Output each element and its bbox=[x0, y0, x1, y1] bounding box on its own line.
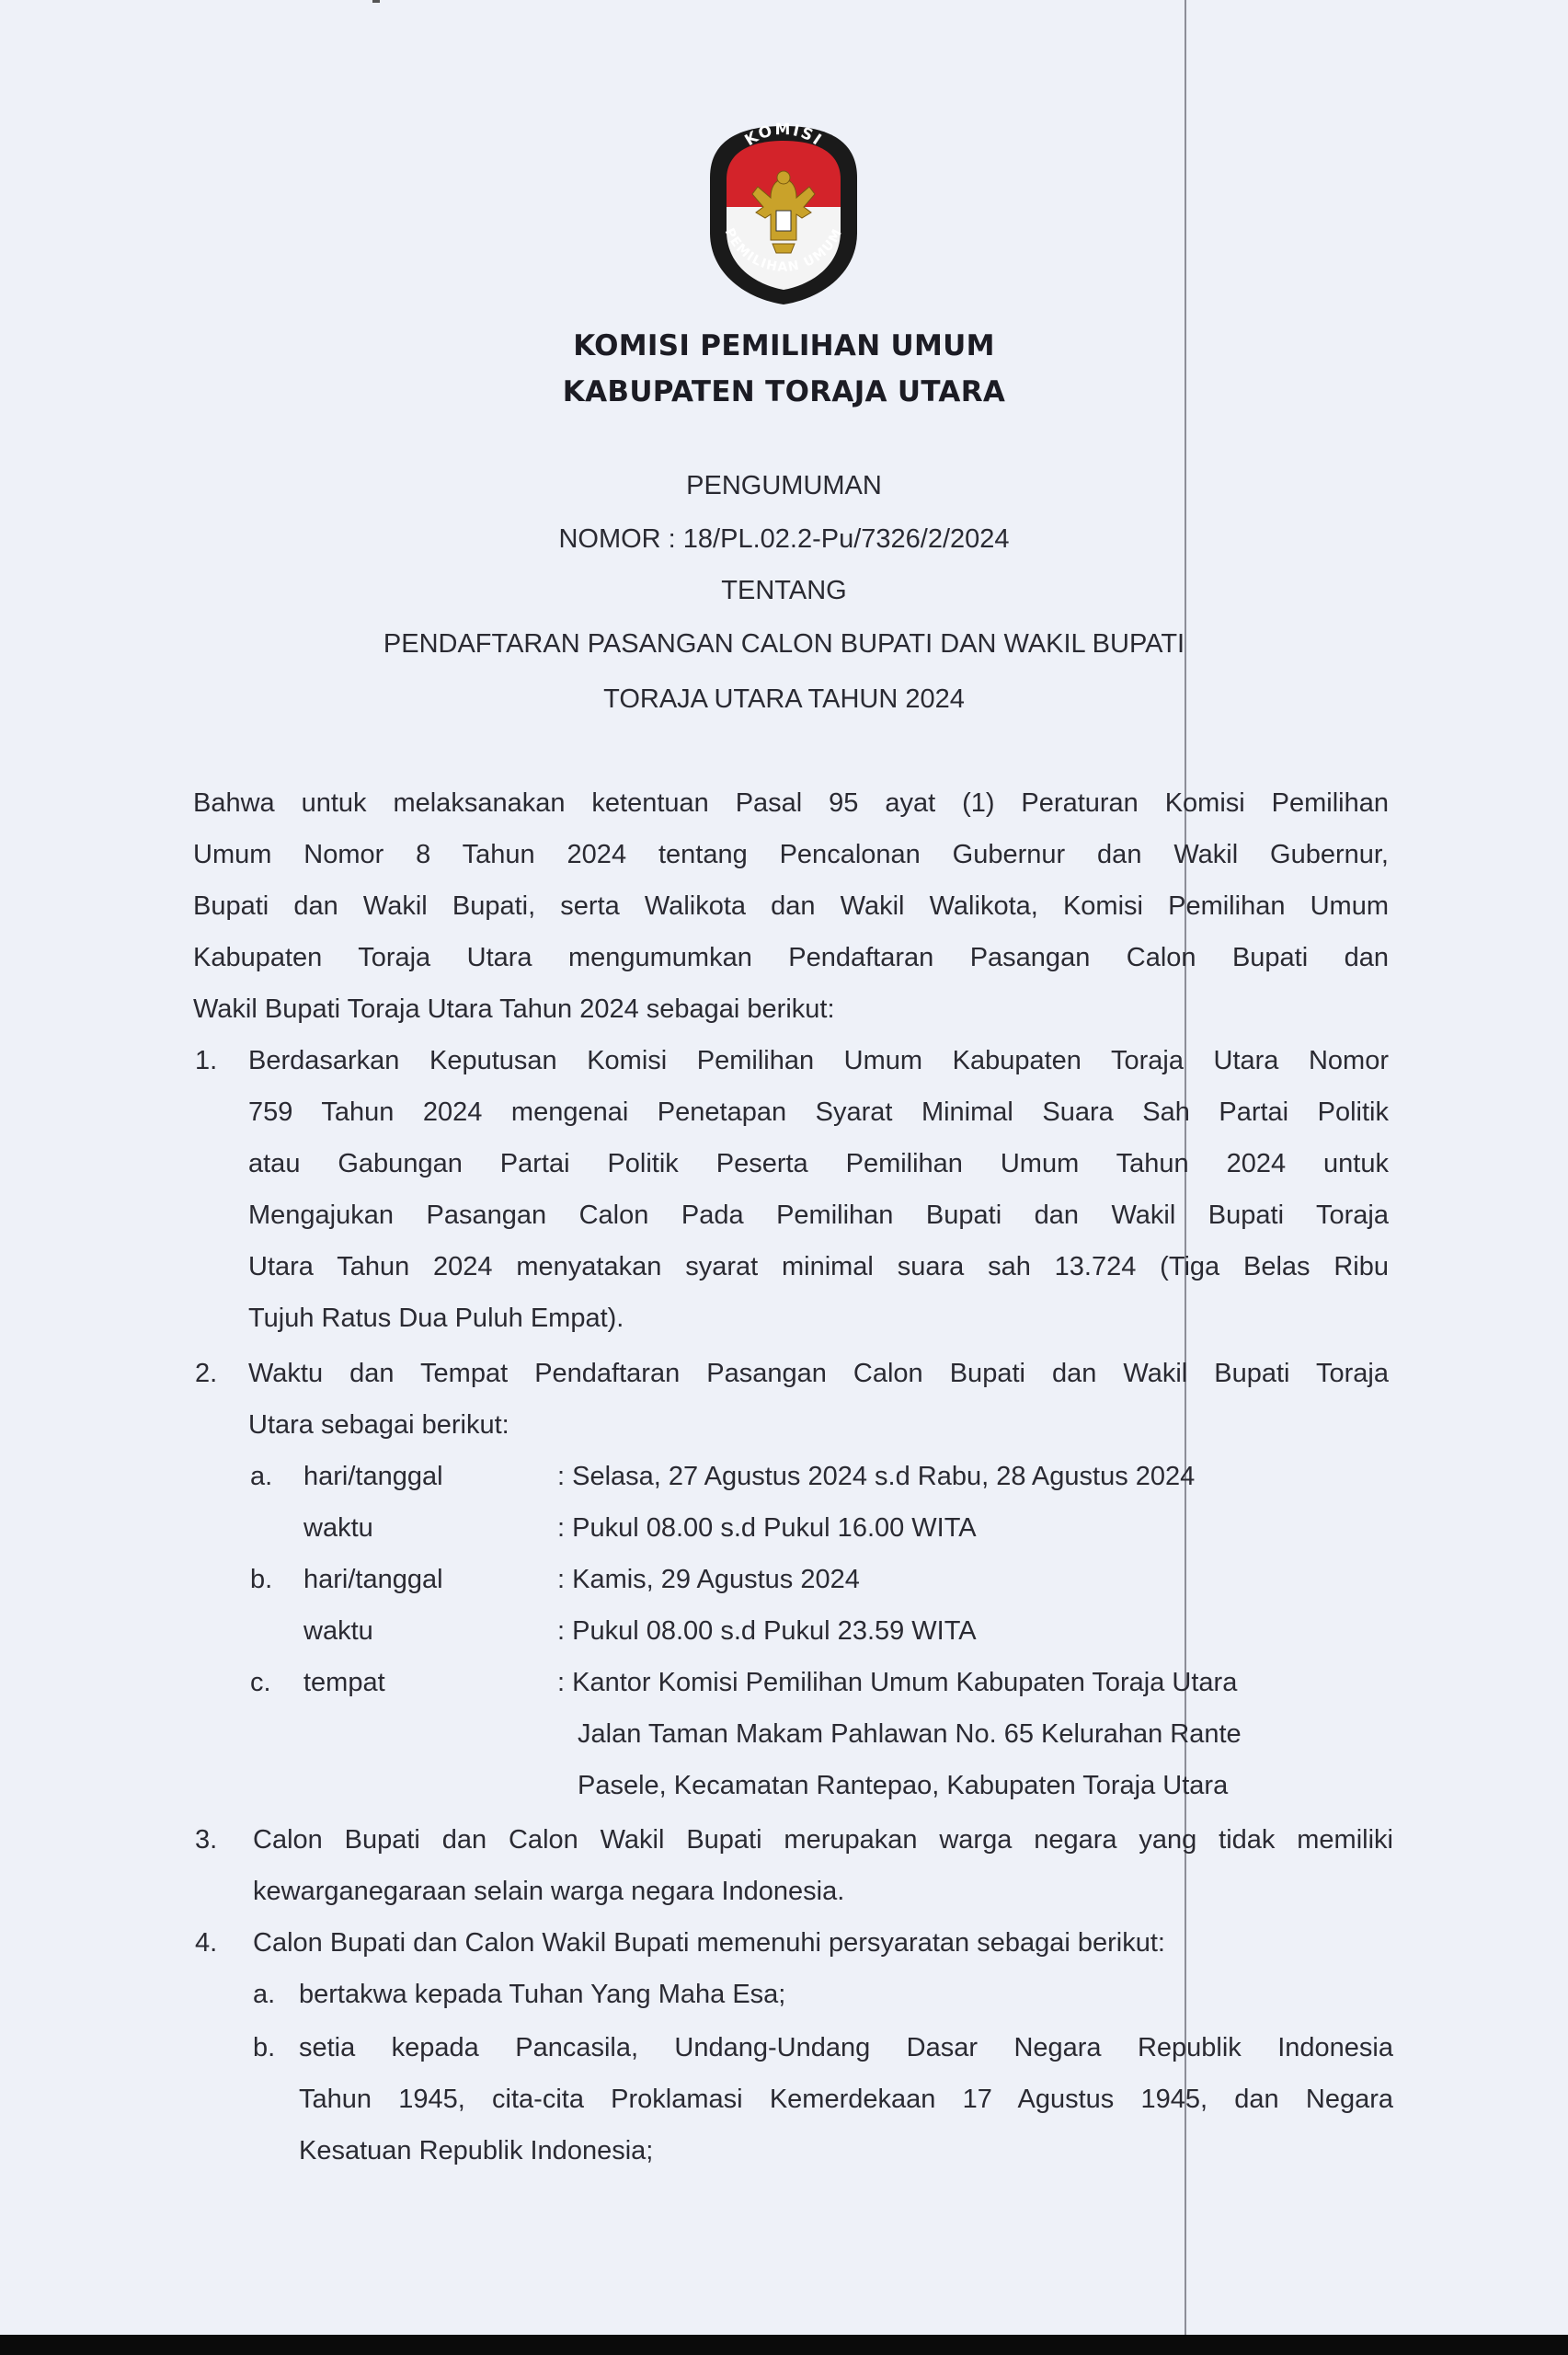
item2-line: Waktu dan Tempat Pendaftaran Pasangan Calon Bupati dan Wakil Bupati Toraja bbox=[248, 1359, 1389, 1388]
intro-line: Kabupaten Toraja Utara mengumumkan Pendaftaran Pasangan Calon Bupati dan bbox=[193, 943, 1389, 972]
doc-subject-line1: PENDAFTARAN PASANGAN CALON BUPATI DAN WAKIL BUPATI bbox=[383, 629, 1185, 659]
item-number: 4. bbox=[195, 1928, 218, 1958]
sub-letter: b. bbox=[250, 1565, 273, 1594]
schedule-value: : Kantor Komisi Pemilihan Umum Kabupaten Toraja Utara bbox=[557, 1668, 1238, 1697]
requirement-b: Kesatuan Republik Indonesia; bbox=[299, 2136, 654, 2165]
org-name: KOMISI PEMILIHAN UMUM bbox=[573, 329, 995, 362]
schedule-label: hari/tanggal bbox=[303, 1565, 443, 1594]
requirement-a: bertakwa kepada Tuhan Yang Maha Esa; bbox=[299, 1980, 786, 2009]
schedule-label: waktu bbox=[303, 1513, 373, 1543]
item1-line: Tujuh Ratus Dua Puluh Empat). bbox=[248, 1304, 624, 1333]
sub-letter: c. bbox=[250, 1668, 271, 1697]
sub-letter: b. bbox=[253, 2033, 276, 2062]
item2-line: Utara sebagai berikut: bbox=[248, 1410, 509, 1440]
org-region: KABUPATEN TORAJA UTARA bbox=[562, 375, 1006, 408]
item-number: 2. bbox=[195, 1359, 218, 1388]
item-number: 3. bbox=[195, 1825, 218, 1855]
schedule-value: : Pukul 08.00 s.d Pukul 23.59 WITA bbox=[557, 1616, 977, 1646]
place-address: Pasele, Kecamatan Rantepao, Kabupaten Toraja Utara bbox=[578, 1771, 1229, 1800]
doc-number: NOMOR : 18/PL.02.2-Pu/7326/2/2024 bbox=[558, 524, 1010, 554]
schedule-value: : Pukul 08.00 s.d Pukul 16.00 WITA bbox=[557, 1513, 977, 1543]
place-address: Jalan Taman Makam Pahlawan No. 65 Kelurahan Rante bbox=[578, 1719, 1242, 1749]
logo-bottom-text: PEMILIHAN UMUM bbox=[721, 225, 846, 275]
scan-mark bbox=[372, 0, 380, 3]
item3-line: kewarganegaraan selain warga negara Indonesia. bbox=[253, 1877, 845, 1906]
kpu-logo-icon bbox=[703, 122, 864, 306]
item-number: 1. bbox=[195, 1046, 218, 1075]
sub-letter: a. bbox=[253, 1980, 276, 2009]
requirement-b: Tahun 1945, cita-cita Proklamasi Kemerdekaan 17 Agustus 1945, dan Negara bbox=[299, 2085, 1393, 2114]
schedule-value: : Kamis, 29 Agustus 2024 bbox=[557, 1565, 860, 1594]
doc-subject-line2: TORAJA UTARA TAHUN 2024 bbox=[603, 684, 965, 714]
schedule-label: tempat bbox=[303, 1668, 385, 1697]
intro-line: Wakil Bupati Toraja Utara Tahun 2024 sebagai berikut: bbox=[193, 994, 835, 1024]
doc-about: TENTANG bbox=[721, 576, 847, 605]
intro-line: Bahwa untuk melaksanakan ketentuan Pasal 95 ayat (1) Peraturan Komisi Pemilihan bbox=[193, 788, 1389, 818]
doc-type: PENGUMUMAN bbox=[686, 471, 882, 500]
scan-bottom-border bbox=[0, 2335, 1568, 2355]
schedule-label: hari/tanggal bbox=[303, 1462, 443, 1491]
schedule-value: : Selasa, 27 Agustus 2024 s.d Rabu, 28 Agustus 2024 bbox=[557, 1462, 1196, 1491]
item1-line: atau Gabungan Partai Politik Peserta Pemilihan Umum Tahun 2024 untuk bbox=[248, 1149, 1389, 1178]
item1-line: 759 Tahun 2024 mengenai Penetapan Syarat Minimal Suara Sah Partai Politik bbox=[248, 1097, 1389, 1127]
item1-line: Utara Tahun 2024 menyatakan syarat minimal suara sah 13.724 (Tiga Belas Ribu bbox=[248, 1252, 1389, 1281]
requirement-b: setia kepada Pancasila, Undang-Undang Dasar Negara Republik Indonesia bbox=[299, 2033, 1393, 2062]
schedule-label: waktu bbox=[303, 1616, 373, 1646]
item1-line: Berdasarkan Keputusan Komisi Pemilihan Umum Kabupaten Toraja Utara Nomor bbox=[248, 1046, 1389, 1075]
item3-line: Calon Bupati dan Calon Wakil Bupati merupakan warga negara yang tidak memiliki bbox=[253, 1825, 1393, 1855]
item4-line: Calon Bupati dan Calon Wakil Bupati memenuhi persyaratan sebagai berikut: bbox=[253, 1928, 1165, 1958]
intro-line: Bupati dan Wakil Bupati, serta Walikota dan Wakil Walikota, Komisi Pemilihan Umum bbox=[193, 891, 1389, 921]
item1-line: Mengajukan Pasangan Calon Pada Pemilihan Bupati dan Wakil Bupati Toraja bbox=[248, 1200, 1389, 1230]
intro-line: Umum Nomor 8 Tahun 2024 tentang Pencalonan Gubernur dan Wakil Gubernur, bbox=[193, 840, 1389, 869]
logo-top-text: KOMISI bbox=[741, 122, 827, 151]
sub-letter: a. bbox=[250, 1462, 273, 1491]
